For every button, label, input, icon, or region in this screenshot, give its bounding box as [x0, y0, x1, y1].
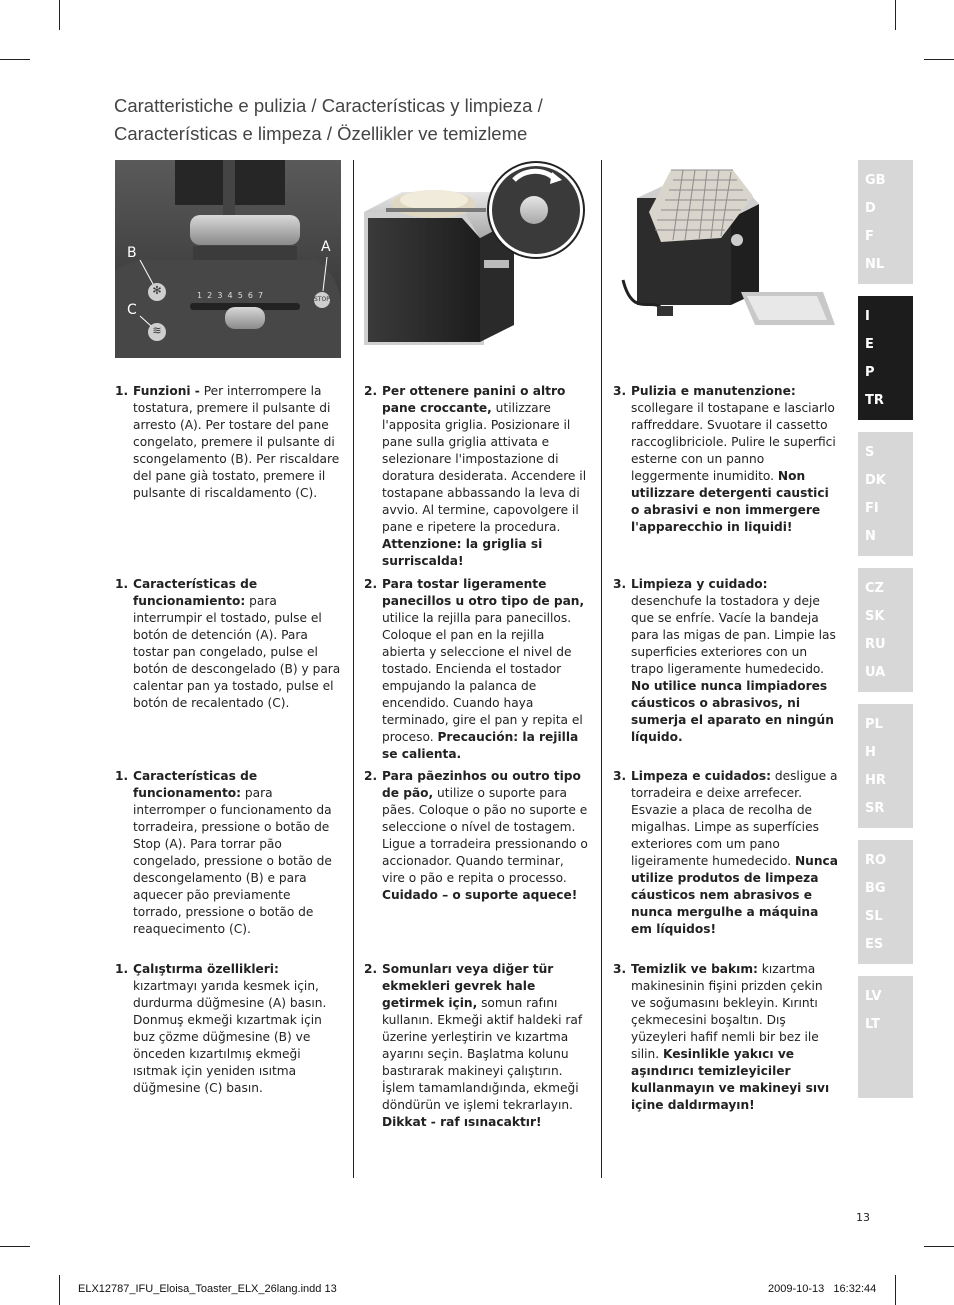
- page-number: 13: [856, 1211, 870, 1224]
- step-number: 3.: [613, 384, 627, 398]
- stop-button-label: STOP: [314, 296, 330, 303]
- language-code: CZ: [865, 581, 884, 596]
- paragraph-text: utilize o suporte para pães. Coloque o pão no suporte e seleccione o nível de tostagem. Ligue a torradeira pressionando o accionador. Quando terminar, vire o pão e repita o processo.: [382, 786, 588, 885]
- toaster-cleaning-drawing: [613, 160, 839, 358]
- paragraph-1-es: [115, 576, 341, 712]
- crop-mark: [0, 1246, 30, 1247]
- language-code: I: [865, 309, 870, 324]
- paragraph-heading: Somunları veya diğer tür ekmekleri gevrek hale getirmek için,: [382, 962, 554, 1010]
- paragraph-warning: Kesinlikle yakıcı ve aşındırıcı temizleyiciler kullanmayın ve makineyi sıvı içine daldırmayın!: [631, 1047, 830, 1112]
- step-number: 1.: [115, 769, 129, 783]
- language-code: S: [865, 445, 875, 460]
- crop-mark: [924, 59, 954, 60]
- paragraph-2-it: [364, 383, 590, 570]
- paragraph-2-es: [364, 576, 590, 763]
- language-code: ES: [865, 937, 884, 952]
- paragraph-heading: Características de funcionamiento:: [133, 577, 258, 608]
- column-divider: [353, 160, 354, 1178]
- paragraph-text: scollegare il tostapane e lasciarlo raffreddare. Svuotare il cassetto raccoglibriciole. Pulire le superfici esterne con un panno leggermente inumidito.: [631, 401, 836, 483]
- label-b: B: [127, 245, 137, 261]
- page-title-line-1: Caratteristiche e pulizia / Características y limpieza /: [114, 95, 543, 116]
- language-tab-group-7[interactable]: [858, 976, 913, 1098]
- paragraph-heading: Pulizia e manutenzione:: [631, 384, 796, 398]
- defrost-icon: ✻: [152, 284, 162, 297]
- control-panel-illustration: [115, 160, 341, 358]
- browning-scale-numbers: 1 2 3 4 5 6 7: [197, 291, 264, 300]
- label-a: A: [321, 239, 331, 255]
- toaster-bun-rack-drawing: [364, 160, 590, 358]
- paragraph-1-tr: [115, 961, 341, 1097]
- paragraph-heading: Çalıştırma özellikleri:: [133, 962, 279, 976]
- paragraph-text: utilizzare l'apposita griglia. Posizionare il pane sulla griglia attivata e selezionare l'impostazione di doratura desiderata. Accendere il tostapane abbassando la leva di avvio. Al termine, capovolgere il pane e ripetere la procedura.: [382, 401, 587, 534]
- language-code: UA: [865, 665, 886, 680]
- paragraph-text: para interromper o funcionamento da torradeira, pressione o botão de Stop (A). Para torrar pão congelado, pressione o botão de descongelamento (B) e para aquecer pão previamente torrado, pressione o botão de reaquecimento (C).: [133, 786, 332, 936]
- paragraph-2-pt: [364, 768, 590, 904]
- toaster-bun-rack-illustration: [364, 160, 590, 358]
- language-code: SR: [865, 801, 885, 816]
- paragraph-text: somun rafını kullanın. Ekmeği aktif haldeki raf üzerine yerleştirin ve kızartma ayarını seçin. Başlatma kolunu bastırarak makineyi çalıştırın. İşlem tamamlandığında, ekmeği döndürün ve işlemi tekrarlayın.: [382, 996, 583, 1112]
- paragraph-warning: Non utilizzare detergenti caustici o abrasivi e non immergere l'apparecchio in liquidi!: [631, 469, 829, 534]
- paragraph-warning: Dikkat - raf ısınacaktır!: [382, 1115, 542, 1129]
- language-code: GB: [865, 173, 886, 188]
- paragraph-heading: Limpeza e cuidados:: [631, 769, 771, 783]
- language-tab-group-4[interactable]: [858, 568, 913, 692]
- control-panel-drawing: [115, 160, 341, 358]
- language-tab-group-2-active[interactable]: [858, 296, 913, 420]
- paragraph-heading: Per ottenere panini o altro pane croccante,: [382, 384, 566, 415]
- language-code: D: [865, 201, 876, 216]
- language-code: BG: [865, 881, 886, 896]
- paragraph-heading: Para tostar ligeramente panecillos u otro tipo de pan,: [382, 577, 585, 608]
- language-code: SK: [865, 609, 885, 624]
- column-divider: [601, 160, 602, 1178]
- paragraph-text: kızartma makinesinin fişini prizden çekin ve soğumasını bekleyin. Kırıntı çekmecesini boşaltın. Dış yüzeyleri hafif nemli bir bez ile silin.: [631, 962, 823, 1061]
- paragraph-text: desligue a torradeira e deixe arrefecer. Esvazie a placa de recolha de migalhas. Limpe as superfícies exteriores com um pano ligeiramente humedecido.: [631, 769, 838, 868]
- language-code: PL: [865, 717, 883, 732]
- crop-mark: [895, 0, 896, 30]
- step-number: 2.: [364, 384, 378, 398]
- crop-mark: [59, 0, 60, 30]
- paragraph-text: Per interrompere la tostatura, premere il pulsante di arresto (A). Per tostare del pane congelato, premere il pulsante di scongelamento (B). Per riscaldare del pane già tostato, premere il pulsante di riscaldamento (C).: [133, 384, 340, 500]
- slug-filename: ELX12787_IFU_Eloisa_Toaster_ELX_26lang.indd 13: [78, 1283, 337, 1295]
- language-code: RU: [865, 637, 886, 652]
- paragraph-3-pt: [613, 768, 839, 938]
- crop-mark: [0, 59, 30, 60]
- language-code: N: [865, 529, 876, 544]
- language-code: H: [865, 745, 876, 760]
- step-number: 3.: [613, 577, 627, 591]
- language-code: LT: [865, 1017, 880, 1032]
- paragraph-warning: Cuidado – o suporte aquece!: [382, 888, 578, 902]
- language-code: HR: [865, 773, 886, 788]
- language-code: RO: [865, 853, 887, 868]
- paragraph-warning: Nunca utilize produtos de limpeza cáusticos nem abrasivos e nunca mergulhe a máquina em líquidos!: [631, 854, 838, 936]
- crop-mark: [924, 1246, 954, 1247]
- language-code: P: [865, 365, 875, 380]
- paragraph-heading: Limpieza y cuidado:: [631, 577, 768, 591]
- slug-timestamp: 2009-10-13 16:32:44: [768, 1283, 877, 1295]
- paragraph-warning: Attenzione: la griglia si surriscalda!: [382, 537, 543, 568]
- language-code: DK: [865, 473, 886, 488]
- language-code: LV: [865, 989, 882, 1004]
- paragraph-2-tr: [364, 961, 590, 1131]
- toaster-cleaning-illustration: [613, 160, 839, 358]
- paragraph-text: utilice la rejilla para panecillos. Coloque el pan en la rejilla abierta y seleccione el nivel de tostado. Encienda el tostador empujando la palanca de encendido. Cuando haya terminado, gire el pan y repita el proceso.: [382, 611, 583, 744]
- paragraph-3-es: [613, 576, 839, 746]
- print-slug: [0, 1275, 954, 1305]
- language-code: FI: [865, 501, 879, 516]
- language-tab-group-6[interactable]: [858, 840, 913, 964]
- paragraph-warning: Precaución: la rejilla se calienta.: [382, 730, 579, 761]
- step-number: 2.: [364, 962, 378, 976]
- language-code: E: [865, 337, 874, 352]
- step-number: 3.: [613, 962, 627, 976]
- language-tab-group-5[interactable]: [858, 704, 913, 828]
- step-number: 2.: [364, 769, 378, 783]
- language-code: SL: [865, 909, 883, 924]
- paragraph-heading: Temizlik ve bakım:: [631, 962, 758, 976]
- paragraph-heading: Características de funcionamento:: [133, 769, 258, 800]
- step-number: 1.: [115, 384, 129, 398]
- paragraph-text: para interrumpir el tostado, pulse el botón de detención (A). Para tostar pan congelado, pulse el botón de descongelado (B) y para calentar pan ya tostado, pulse el botón de recalentado (C).: [133, 594, 341, 710]
- step-number: 2.: [364, 577, 378, 591]
- paragraph-1-it: [115, 383, 341, 502]
- paragraph-3-tr: [613, 961, 839, 1114]
- step-number: 1.: [115, 577, 129, 591]
- step-number: 3.: [613, 769, 627, 783]
- paragraph-heading: Funzioni -: [133, 384, 200, 398]
- page-title-line-2: Características e limpeza / Özellikler ve temizleme: [114, 123, 528, 144]
- language-code: TR: [865, 393, 884, 408]
- paragraph-warning: No utilice nunca limpiadores cáusticos o abrasivos, ni sumerja el aparato en ningún líquido.: [631, 679, 834, 744]
- paragraph-3-it: [613, 383, 839, 536]
- label-c: C: [127, 302, 137, 318]
- paragraph-text: desenchufe la tostadora y deje que se enfríe. Vacíe la bandeja para las migas de pan. Limpie las superficies exteriores con un trapo ligeramente humedecido.: [631, 594, 836, 676]
- language-code: F: [865, 229, 874, 244]
- paragraph-1-pt: [115, 768, 341, 938]
- step-number: 1.: [115, 962, 129, 976]
- paragraph-heading: Para pãezinhos ou outro tipo de pão,: [382, 769, 581, 800]
- language-code: NL: [865, 257, 885, 272]
- language-tab-group-1[interactable]: [858, 160, 913, 284]
- paragraph-text: kızartmayı yarıda kesmek için, durdurma düğmesine (A) basın. Donmuş ekmeği kızartmak için buz çözme düğmesine (B) ve önceden kızartılmış ekmeği ısıtmak için yeniden ısıtma düğmesine (C) basın.: [133, 979, 327, 1095]
- language-tab-group-3[interactable]: [858, 432, 913, 556]
- reheat-icon: ≋: [152, 324, 162, 337]
